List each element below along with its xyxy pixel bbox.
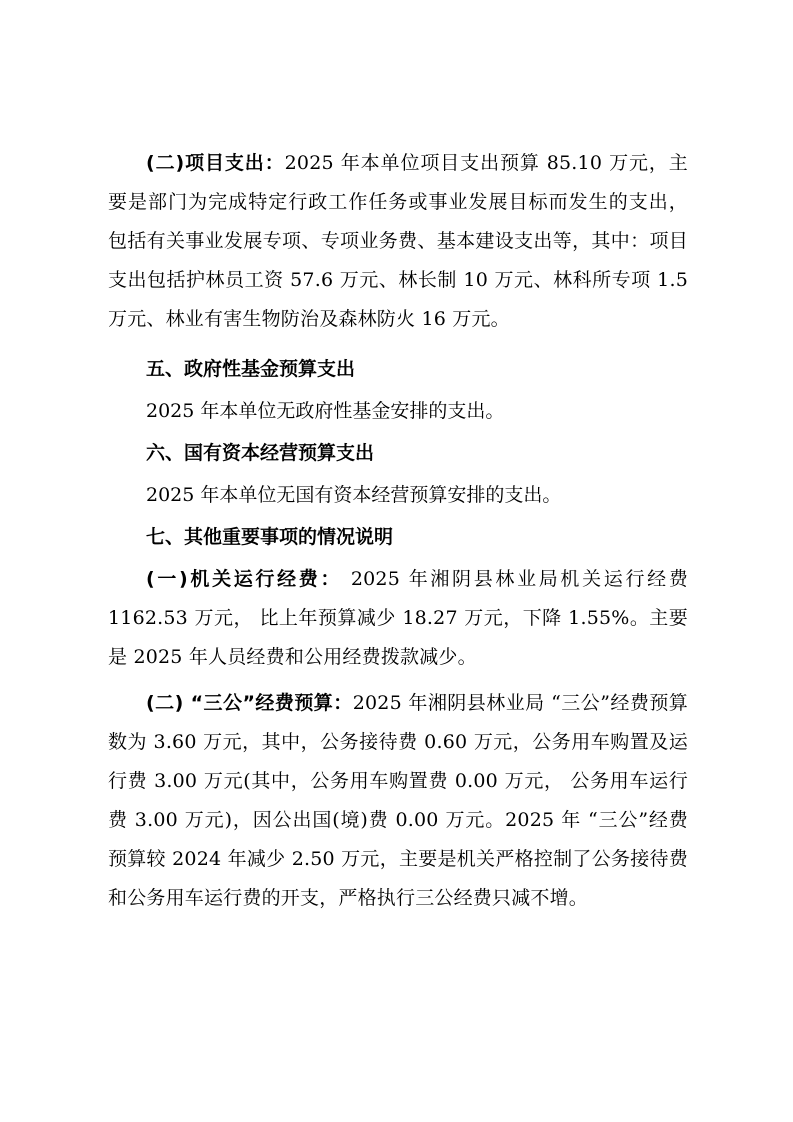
section-heading-7: 七、其他重要事项的情况说明 [146, 526, 394, 548]
operating-expenses-paragraph [108, 560, 688, 677]
project-expenditure-text: 2025 年本单位项目支出预算 85.10 万元，主要是部门为完成特定行政工作任务或事业发展目标而发生的支出， 包括有关事业发展专项、专项业务费、基本建设支出等，其中：项目支出包括护林员工资 57.6 万元、林长制 10 万元、林科所专项 1.5 万元、林业有害生物防治及森林防火 16 万元。 [108, 152, 688, 330]
operating-expenses-lead: (一)机关运行经费： [146, 568, 343, 590]
three-public-expenses-paragraph [108, 684, 688, 918]
operating-expenses-text: 2025 年湘阴县林业局机关运行经费 1162.53 万元， 比上年预算减少 18.27 万元，下降 1.55%。主要是 2025 年人员经费和公用经费拨款减少。 [108, 568, 689, 668]
section-heading-5: 五、政府性基金预算支出 [146, 358, 356, 380]
project-expenditure-lead: (二)项目支出： [146, 152, 285, 174]
section-6-text: 2025 年本单位无国有资本经营预算安排的支出。 [146, 484, 562, 506]
three-public-expenses-lead: (二) “三公”经费预算： [146, 692, 353, 714]
section-5-text: 2025 年本单位无政府性基金安排的支出。 [146, 400, 505, 422]
project-expenditure-paragraph [108, 144, 688, 339]
three-public-expenses-text: 2025 年湘阴县林业局 “三公”经费预算数为 3.60 万元，其中，公务接待费 0.60 万元，公务用车购置及运行费 3.00 万元(其中，公务用车购置费 0.00 万元， 公务用车运行费 3.00 万元)，因公出国(境)费 0.00 万元。2025 年 “三公”经费预算较 2024 年减少 2.50 万元，主要是机关严格控制了公务接待费和公务用车运行费的开支，严格执行三公经费只减不增。 [108, 692, 688, 909]
section-heading-6: 六、国有资本经营预算支出 [146, 442, 375, 464]
